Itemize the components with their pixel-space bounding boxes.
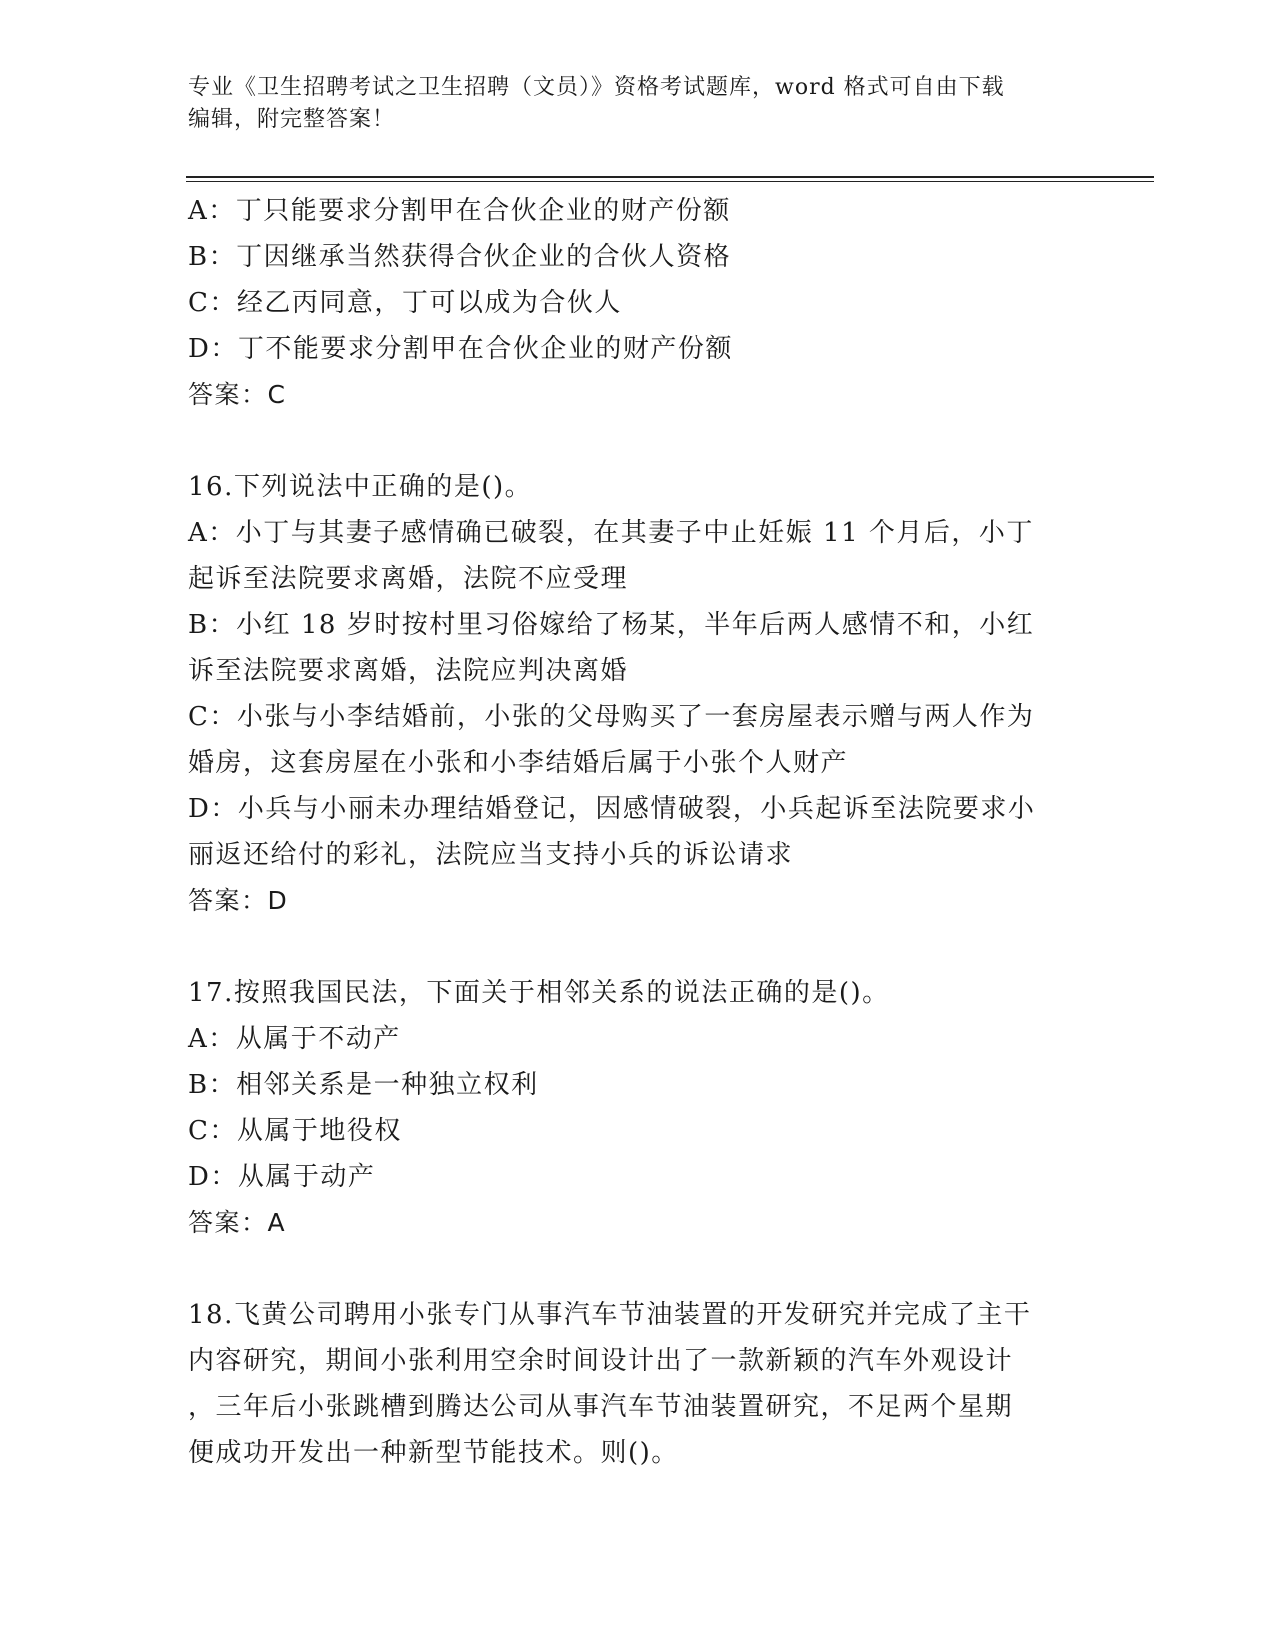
question-stem-continued: 便成功开发出一种新型节能技术。则()。: [188, 1438, 679, 1468]
option-b: B：丁因继承当然获得合伙企业的合伙人资格: [188, 242, 732, 272]
question-block: [188, 970, 1068, 1246]
option-d-continued: 丽返还给付的彩礼，法院应当支持小兵的诉讼请求: [188, 840, 794, 870]
spacer: [188, 1246, 1068, 1292]
answer-line: 答案：A: [188, 1208, 287, 1237]
option-c: C：经乙丙同意，丁可以成为合伙人: [188, 288, 622, 318]
option-d: D：丁不能要求分割甲在合伙企业的财产份额: [188, 334, 733, 364]
header-line: 编辑，附完整答案！: [188, 107, 396, 132]
option-d: D：从属于动产: [188, 1162, 376, 1192]
question-stem-continued: 内容研究，期间小张利用空余时间设计出了一款新颖的汽车外观设计: [188, 1346, 1014, 1376]
question-block: [188, 464, 1068, 924]
question-block: [188, 1292, 1068, 1476]
option-a-continued: 起诉至法院要求离婚，法院不应受理: [188, 564, 629, 594]
option-c: C：从属于地役权: [188, 1116, 402, 1146]
option-b: B：小红 18 岁时按村里习俗嫁给了杨某，半年后两人感情不和，小红: [188, 610, 1035, 640]
option-a: A：丁只能要求分割甲在合伙企业的财产份额: [188, 196, 731, 226]
option-c-continued: 婚房，这套房屋在小张和小李结婚后属于小张个人财产: [188, 748, 849, 778]
question-stem: 17.按照我国民法，下面关于相邻关系的说法正确的是()。: [188, 978, 890, 1008]
option-a: A：从属于不动产: [188, 1024, 401, 1054]
question-list: [188, 188, 1068, 1476]
question-stem: 18.飞黄公司聘用小张专门从事汽车节油装置的开发研究并完成了主干: [188, 1300, 1032, 1330]
document-header: [188, 72, 1088, 136]
question-block: [188, 188, 1068, 418]
spacer: [188, 924, 1068, 970]
question-stem-continued: ，三年后小张跳槽到腾达公司从事汽车节油装置研究，不足两个星期: [188, 1392, 1014, 1422]
spacer: [188, 418, 1068, 464]
header-divider-thin: [186, 181, 1154, 182]
option-b: B：相邻关系是一种独立权利: [188, 1070, 539, 1100]
option-c: C：小张与小李结婚前，小张的父母购买了一套房屋表示赠与两人作为: [188, 702, 1035, 732]
header-divider: [186, 176, 1154, 178]
option-a: A：小丁与其妻子感情确已破裂，在其妻子中止妊娠 11 个月后，小丁: [188, 518, 1034, 548]
answer-line: 答案：D: [188, 886, 289, 915]
option-b-continued: 诉至法院要求离婚，法院应判决离婚: [188, 656, 629, 686]
option-d: D：小兵与小丽未办理结婚登记，因感情破裂，小兵起诉至法院要求小: [188, 794, 1036, 824]
question-stem: 16.下列说法中正确的是()。: [188, 472, 533, 502]
header-line: 专业《卫生招聘考试之卫生招聘（文员）》资格考试题库，word 格式可自由下载: [188, 75, 1005, 100]
answer-line: 答案：C: [188, 380, 287, 409]
